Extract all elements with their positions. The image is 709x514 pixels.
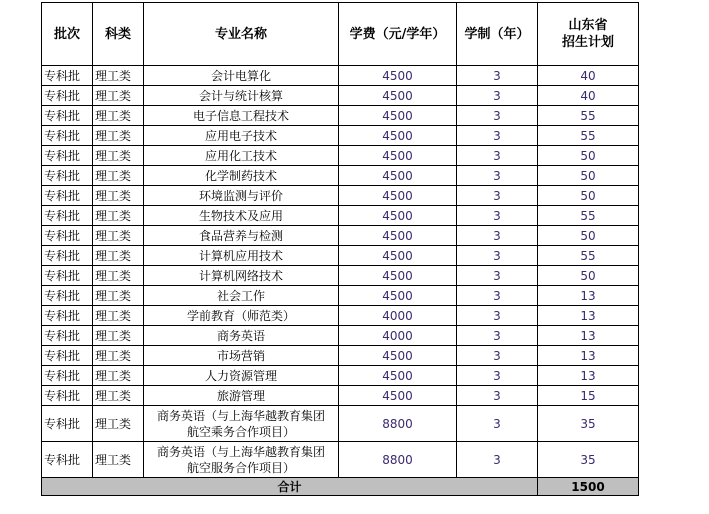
quota-cell: 55 — [538, 246, 639, 266]
batch-cell: 专科批 — [42, 146, 93, 166]
fee-cell: 4500 — [339, 366, 457, 386]
fee-cell: 4500 — [339, 266, 457, 286]
fee-cell: 4500 — [339, 66, 457, 86]
quota-cell: 50 — [538, 146, 639, 166]
table-row — [42, 186, 639, 206]
fee-cell: 4500 — [339, 126, 457, 146]
years-cell: 3 — [457, 106, 538, 126]
table-row — [42, 246, 639, 266]
fee-cell: 4000 — [339, 326, 457, 346]
years-cell: 3 — [457, 266, 538, 286]
table-row — [42, 106, 639, 126]
category-cell: 理工类 — [93, 86, 144, 106]
table-row — [42, 306, 639, 326]
enrollment-plan-table — [41, 2, 639, 496]
years-cell: 3 — [457, 346, 538, 366]
category-cell: 理工类 — [93, 306, 144, 326]
fee-cell: 4500 — [339, 346, 457, 366]
table-row — [42, 126, 639, 146]
years-cell: 3 — [457, 86, 538, 106]
batch-cell: 专科批 — [42, 106, 93, 126]
quota-cell: 35 — [538, 406, 639, 442]
major-line: 商务英语（与上海华越教育集团 — [156, 444, 325, 459]
fee-cell: 4000 — [339, 306, 457, 326]
category-cell: 理工类 — [93, 226, 144, 246]
category-cell: 理工类 — [93, 386, 144, 406]
major-cell: 环境监测与评价 — [144, 186, 339, 206]
major-cell: 食品营养与检测 — [144, 226, 339, 246]
quota-cell: 13 — [538, 346, 639, 366]
batch-cell: 专科批 — [42, 442, 93, 478]
category-cell: 理工类 — [93, 266, 144, 286]
table-row — [42, 266, 639, 286]
category-cell: 理工类 — [93, 406, 144, 442]
category-cell: 理工类 — [93, 126, 144, 146]
batch-cell: 专科批 — [42, 306, 93, 326]
major-line: 航空乘务合作项目） — [186, 424, 295, 439]
major-cell: 计算机应用技术 — [144, 246, 339, 266]
fee-cell: 8800 — [339, 406, 457, 442]
years-cell: 3 — [457, 286, 538, 306]
table-row — [42, 286, 639, 306]
table-row — [42, 386, 639, 406]
quota-cell: 13 — [538, 306, 639, 326]
years-cell: 3 — [457, 306, 538, 326]
table-row — [42, 326, 639, 346]
years-cell: 3 — [457, 386, 538, 406]
category-cell: 理工类 — [93, 146, 144, 166]
quota-cell: 50 — [538, 186, 639, 206]
category-cell: 理工类 — [93, 286, 144, 306]
quota-cell: 55 — [538, 126, 639, 146]
quota-cell: 13 — [538, 326, 639, 346]
table-row — [42, 146, 639, 166]
table-row — [42, 346, 639, 366]
years-cell: 3 — [457, 246, 538, 266]
batch-cell: 专科批 — [42, 86, 93, 106]
total-row — [42, 478, 639, 496]
major-cell: 旅游管理 — [144, 386, 339, 406]
major-cell: 会计与统计核算 — [144, 86, 339, 106]
years-cell: 3 — [457, 66, 538, 86]
quota-cell: 13 — [538, 286, 639, 306]
total-value: 1500 — [538, 478, 639, 496]
major-cell: 商务英语 — [144, 326, 339, 346]
category-cell: 理工类 — [93, 346, 144, 366]
header-quota — [538, 3, 639, 66]
years-cell: 3 — [457, 366, 538, 386]
category-cell: 理工类 — [93, 326, 144, 346]
batch-cell: 专科批 — [42, 326, 93, 346]
years-cell: 3 — [457, 442, 538, 478]
batch-cell: 专科批 — [42, 66, 93, 86]
table-row — [42, 442, 639, 478]
batch-cell: 专科批 — [42, 266, 93, 286]
years-cell: 3 — [457, 326, 538, 346]
category-cell: 理工类 — [93, 166, 144, 186]
quota-cell: 55 — [538, 106, 639, 126]
fee-cell: 4500 — [339, 206, 457, 226]
fee-cell: 4500 — [339, 226, 457, 246]
fee-cell: 4500 — [339, 166, 457, 186]
batch-cell: 专科批 — [42, 406, 93, 442]
table-row — [42, 206, 639, 226]
header-row — [42, 3, 639, 66]
header-category: 科类 — [93, 3, 144, 66]
category-cell: 理工类 — [93, 106, 144, 126]
batch-cell: 专科批 — [42, 166, 93, 186]
table-row — [42, 226, 639, 246]
category-cell: 理工类 — [93, 366, 144, 386]
quota-cell: 40 — [538, 66, 639, 86]
major-cell: 生物技术及应用 — [144, 206, 339, 226]
major-cell: 应用电子技术 — [144, 126, 339, 146]
years-cell: 3 — [457, 406, 538, 442]
batch-cell: 专科批 — [42, 186, 93, 206]
category-cell: 理工类 — [93, 66, 144, 86]
fee-cell: 4500 — [339, 286, 457, 306]
header-quota-line2: 招生计划 — [561, 35, 614, 50]
quota-cell: 50 — [538, 166, 639, 186]
years-cell: 3 — [457, 226, 538, 246]
major-cell: 化学制药技术 — [144, 166, 339, 186]
major-line: 商务英语（与上海华越教育集团 — [156, 408, 325, 423]
table-row — [42, 166, 639, 186]
table-row — [42, 86, 639, 106]
major-line: 航空服务合作项目） — [186, 460, 295, 475]
header-quota-line1: 山东省 — [568, 18, 608, 33]
header-major: 专业名称 — [144, 3, 339, 66]
batch-cell: 专科批 — [42, 246, 93, 266]
quota-cell: 13 — [538, 366, 639, 386]
quota-cell: 50 — [538, 266, 639, 286]
major-cell: 应用化工技术 — [144, 146, 339, 166]
header-batch: 批次 — [42, 3, 93, 66]
years-cell: 3 — [457, 126, 538, 146]
batch-cell: 专科批 — [42, 126, 93, 146]
major-cell: 会计电算化 — [144, 66, 339, 86]
major-cell: 社会工作 — [144, 286, 339, 306]
fee-cell: 4500 — [339, 106, 457, 126]
batch-cell: 专科批 — [42, 386, 93, 406]
fee-cell: 4500 — [339, 246, 457, 266]
fee-cell: 4500 — [339, 186, 457, 206]
quota-cell: 50 — [538, 226, 639, 246]
major-cell — [144, 442, 339, 478]
years-cell: 3 — [457, 206, 538, 226]
category-cell: 理工类 — [93, 246, 144, 266]
batch-cell: 专科批 — [42, 226, 93, 246]
category-cell: 理工类 — [93, 186, 144, 206]
header-years: 学制（年） — [457, 3, 538, 66]
table-row — [42, 66, 639, 86]
fee-cell: 4500 — [339, 146, 457, 166]
category-cell: 理工类 — [93, 206, 144, 226]
quota-cell: 40 — [538, 86, 639, 106]
fee-cell: 8800 — [339, 442, 457, 478]
batch-cell: 专科批 — [42, 346, 93, 366]
batch-cell: 专科批 — [42, 206, 93, 226]
batch-cell: 专科批 — [42, 366, 93, 386]
major-cell: 计算机网络技术 — [144, 266, 339, 286]
major-cell: 人力资源管理 — [144, 366, 339, 386]
quota-cell: 35 — [538, 442, 639, 478]
table-row — [42, 366, 639, 386]
quota-cell: 55 — [538, 206, 639, 226]
major-cell: 市场营销 — [144, 346, 339, 366]
years-cell: 3 — [457, 146, 538, 166]
years-cell: 3 — [457, 186, 538, 206]
batch-cell: 专科批 — [42, 286, 93, 306]
major-cell: 学前教育（师范类） — [144, 306, 339, 326]
years-cell: 3 — [457, 166, 538, 186]
fee-cell: 4500 — [339, 386, 457, 406]
header-fee: 学费（元/学年） — [339, 3, 457, 66]
major-cell — [144, 406, 339, 442]
major-cell: 电子信息工程技术 — [144, 106, 339, 126]
table-row — [42, 406, 639, 442]
fee-cell: 4500 — [339, 86, 457, 106]
total-label: 合计 — [42, 478, 538, 496]
quota-cell: 15 — [538, 386, 639, 406]
category-cell: 理工类 — [93, 442, 144, 478]
